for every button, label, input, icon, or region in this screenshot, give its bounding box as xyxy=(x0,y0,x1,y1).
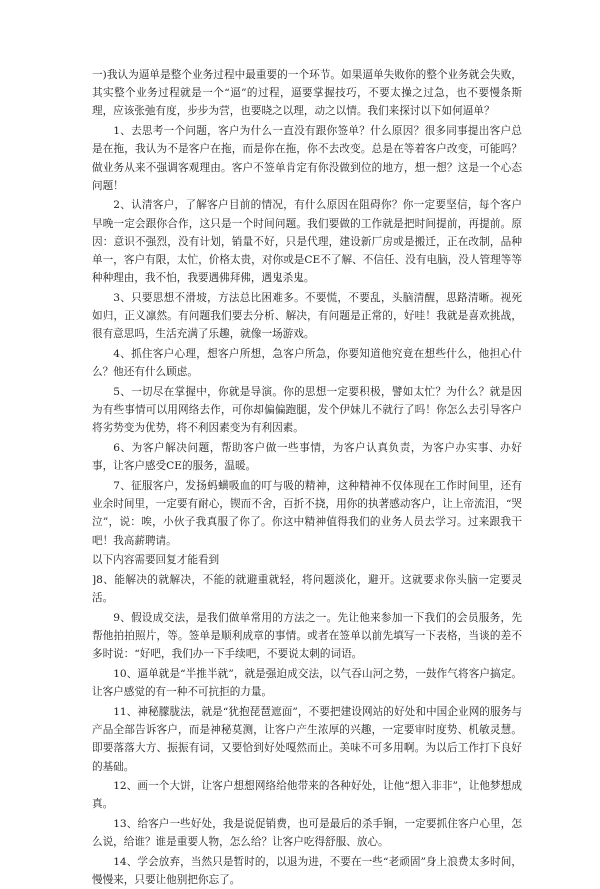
paragraph: 4、抓住客户心理，想客户所想，急客户所急，你要知道他究竟在想些什么，他担心什么？他还有什么顾虑。 xyxy=(92,348,522,379)
paragraph: 7、征服客户，发扬蚂蟥吸血的叮与吸的精神，这种精神不仅体现在工作时间里，还有业余时间里，一定要有耐心，锲而不舍，百折不挠，用你的执著感动客户，让上帝流泪，“哭泣”，说：唉，小伙子我真服了你了。你这中精神值得我们的业务人员去学习。过来跟我干吧！我高薪聘请。 xyxy=(92,479,522,547)
paragraph: 10、逼单就是“半推半就”，就是强迫成交法，以气吞山河之势，一鼓作气将客户搞定。让客户感觉的有一种不可抗拒的力量。 xyxy=(92,668,522,699)
paragraph: 2、认清客户，了解客户目前的情况，有什么原因在阻碍你？你一定要坚信，每个客户早晚一定会跟你合作，这只是一个时间问题。我们要做的工作就是把时间提前，再提前。原因：意识不强烈，没有计划，销量不好，只是代理，建设新厂房或是搬迁，正在改制，品种单一，客户有限，太忙，价格太贵，对你或是CE不了解、不信任、没有电脑，没人管理等等种种理由，我不怕，我要遇佛拜佛，遇鬼杀鬼。 xyxy=(92,199,522,285)
paragraph: 一)我认为逼单是整个业务过程中最重要的一个环节。如果逼单失败你的整个业务就会失败，其实整个业务过程就是一个“逼”的过程，逼要掌握技巧，不要太操之过急，也不要慢条斯理，应该张弛有度，步步为营，也要晓之以理，动之以情。我们来探讨以下如何逼单？ xyxy=(92,69,522,118)
paragraph: ]8、能解决的就解决，不能的就避重就轻，将问题淡化，避开。这就要求你头脑一定要灵活。 xyxy=(92,573,522,605)
paragraph: 3、只要思想不滑坡，方法总比困难多。不要慌，不要乱，头脑清醒，思路清晰。视死如归，正义凛然。有问题我们要去分析、解决，有问题是正常的，好哇！我就是喜欢挑战，很有意思吗，生活充满了乐趣，就像一场游戏。 xyxy=(92,291,522,341)
paragraph: 13、给客户一些好处，我是说促销费，也可是最后的杀手锏，一定要抓住客户心里，怎么说，给谁？谁是重要人物，怎么给？让客户吃得舒服、放心。 xyxy=(92,818,522,849)
paragraph: 5、一切尽在掌握中，你就是导演。你的思想一定要积极，譬如太忙？为什么？就是因为有些事情可以用网络去作，可你却偏偏跑腿，发个伊妹儿不就行了吗！你怎么去引导客户将劣势变为优势，将不利因素变为有利因素。 xyxy=(92,385,522,435)
paragraph: 11、神秘朦胧法，就是“犹抱琵琶遮面”，不要把建设网站的好处和中国企业网的服务与产品全部告诉客户，而是神秘莫测，让客户产生浓厚的兴趣，一定要审时度势、机敏灵慧。即要落落大方、振振有词，又要恰到好处嘎然而止。美味不可多用啊。为以后工作打下良好的基础。 xyxy=(92,705,522,773)
paragraph: 以下内容需要回复才能看到 xyxy=(92,554,220,567)
paragraph: 1、去思考一个问题，客户为什么一直没有跟你签单？什么原因？很多同事提出客户总是在拖，我认为不是客户在拖，而是你在拖，你不去改变。总是在等着客户改变，可能吗？做业务从来不强调客观理由。客户不签单肯定有你没做到位的地方，想一想？这是一个心态问题！ xyxy=(92,125,522,192)
document-body xyxy=(92,66,522,889)
paragraph: 12、画一个大饼，让客户想想网络给他带来的各种好处，让他“想入非非”，让他梦想成真。 xyxy=(92,780,522,811)
paragraph: 14、学会放弃，当然只是暂时的，以退为进，不要在一些“老顽固”身上浪费太多时间，慢慢来，只要让他别把你忘了。 xyxy=(92,856,522,887)
paragraph: 9、假设成交法，是我们做单常用的方法之一。先让他来参加一下我们的会员服务，先帮他拍拍照片，等。签单是顺利成章的事情。或者在签单以前先填写一下表格，当谈的差不多时说：“好吧，我们办一下手续吧，不要说太刺的词语。 xyxy=(92,611,522,661)
paragraph: 6、为客户解决问题，帮助客户做一些事情，为客户认真负责，为客户办实事、办好事，让客户感受CE的服务，温暖。 xyxy=(92,442,522,473)
